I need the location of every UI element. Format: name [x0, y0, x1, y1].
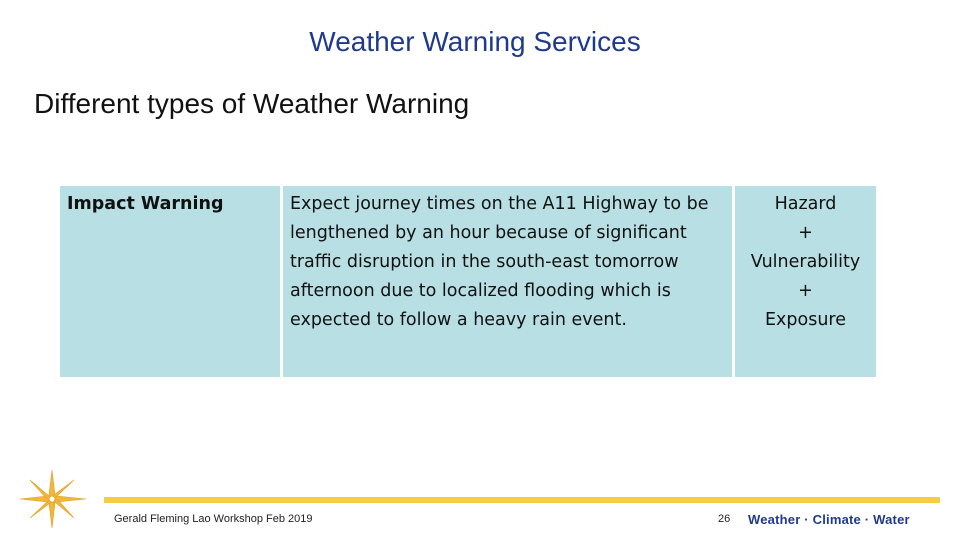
- formula-term-hazard: Hazard: [774, 194, 837, 214]
- formula-plus-2: +: [798, 281, 813, 301]
- page-number: 26: [718, 513, 731, 525]
- slide-subtitle: Different types of Weather Warning: [34, 88, 470, 119]
- warning-type-cell: Impact Warning: [60, 186, 280, 377]
- brand-tagline: Weather · Climate · Water: [748, 512, 910, 527]
- slide-title: Weather Warning Services: [309, 26, 641, 57]
- footer-credit: Gerald Fleming Lao Workshop Feb 2019: [114, 513, 313, 525]
- warning-formula-cell: [735, 186, 876, 377]
- warning-description-cell: Expect journey times on the A11 Highway to be lengthened by an hour because of significant traffic disruption in the south-east tomorrow afternoon due to localized flooding which is expected to follow a heavy rain event.: [283, 186, 732, 377]
- warning-table: [60, 186, 876, 377]
- compass-star-logo-icon: [16, 468, 88, 530]
- formula-term-vulnerability: Vulnerability: [750, 252, 861, 272]
- formula-plus-1: +: [798, 223, 813, 243]
- footer-bar: [104, 497, 940, 503]
- formula-term-exposure: Exposure: [764, 310, 846, 330]
